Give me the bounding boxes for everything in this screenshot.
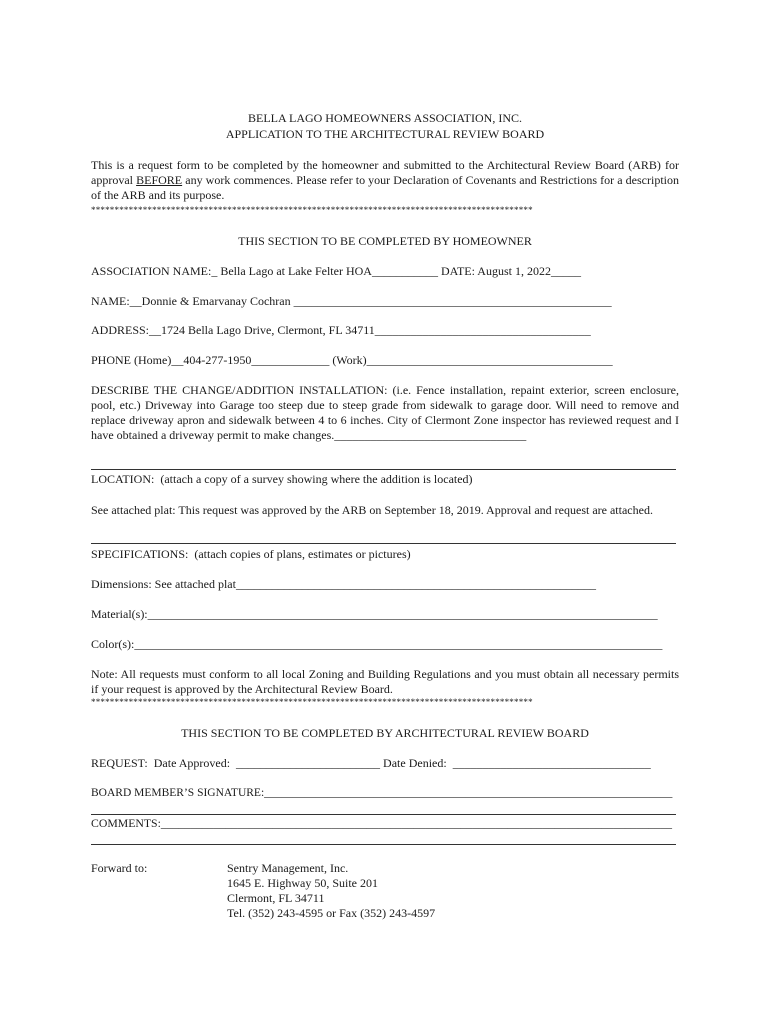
name-field[interactable]: NAME:__Donnie & Emarvanay Cochran _____________________________________________________: [91, 294, 612, 308]
location-label: LOCATION: (attach a copy of a survey showing where the addition is located): [91, 472, 473, 486]
comments-field[interactable]: COMMENTS:_______________________________________________________________________________________: [91, 817, 672, 830]
forward-address-line1: 1645 E. Highway 50, Suite 201: [227, 876, 378, 890]
association-name-field[interactable]: ASSOCIATION NAME:_ Bella Lago at Lake Felter HOA___________ DATE: August 1, 2022_____: [91, 264, 581, 278]
intro-text-1: This is a request form to be completed by the homeowner and submitted to the Architectural Review Board (ARB) for approval: [91, 158, 679, 187]
forward-company: Sentry Management, Inc.: [227, 861, 349, 875]
comments-extra-line[interactable]: [91, 844, 676, 845]
color-field[interactable]: Color(s):________________________________________________________________________________________: [91, 637, 663, 651]
phone-field[interactable]: PHONE (Home)__404-277-1950_____________ (Work)_________________________________________: [91, 353, 613, 367]
intro-before-emphasis: BEFORE: [136, 173, 183, 187]
address-field[interactable]: ADDRESS:__1724 Bella Lago Drive, Clermont, FL 34711____________________________________: [91, 323, 591, 337]
board-section-heading: THIS SECTION TO BE COMPLETED BY ARCHITECTURAL REVIEW BOARD: [181, 726, 589, 740]
materials-field[interactable]: Material(s):_____________________________________________________________________________________: [91, 607, 658, 621]
request-date-field[interactable]: REQUEST: Date Approved: ________________________ Date Denied: _________________________________: [91, 756, 651, 770]
specifications-label: SPECIFICATIONS: (attach copies of plans, estimates or pictures): [91, 547, 411, 561]
describe-extra-line[interactable]: [91, 469, 676, 470]
location-extra-line[interactable]: [91, 543, 676, 544]
forward-phone: Tel. (352) 243-4595 or Fax (352) 243-4597: [227, 906, 436, 920]
describe-change-field[interactable]: DESCRIBE THE CHANGE/ADDITION INSTALLATION: (i.e. Fence installation, repaint exterior, screen enclosure, pool, etc.) Driveway into Garage too steep due to steep grade from sidewalk to garage door. Will need to remove and replace driveway apron and sidewalk between 4 to 6 inches. City of Clermont Zone inspector has reviewed request and I have obtained a driveway permit to make changes.________________________________: [91, 383, 679, 442]
separator-stars-bottom: **********************************************************************************************: [91, 697, 533, 707]
intro-paragraph: [91, 158, 679, 203]
intro-text-2: any work commences. Please refer to your Declaration of Covenants and Restrictions for a description of the ARB and its purpose.: [91, 173, 679, 202]
homeowner-section-heading: THIS SECTION TO BE COMPLETED BY HOMEOWNER: [238, 234, 532, 248]
board-signature-field[interactable]: BOARD MEMBER’S SIGNATURE:_______________________________________________________________________: [91, 787, 673, 799]
separator-stars-top: **********************************************************************************************: [91, 205, 533, 215]
dimensions-field[interactable]: Dimensions: See attached plat____________________________________________________________: [91, 577, 596, 591]
forward-address-line2: Clermont, FL 34711: [227, 891, 325, 905]
note-paragraph: Note: All requests must conform to all local Zoning and Building Regulations and you must obtain all necessary permits if your request is approved by the Architectural Review Board.: [91, 667, 679, 696]
location-field[interactable]: See attached plat: This request was approved by the ARB on September 18, 2019. Approval and request are attached.: [91, 503, 653, 517]
form-subtitle: APPLICATION TO THE ARCHITECTURAL REVIEW BOARD: [225, 127, 545, 141]
form-title: BELLA LAGO HOMEOWNERS ASSOCIATION, INC.: [247, 111, 522, 125]
signature-extra-line[interactable]: [91, 814, 676, 815]
forward-to-label: Forward to:: [91, 861, 148, 875]
